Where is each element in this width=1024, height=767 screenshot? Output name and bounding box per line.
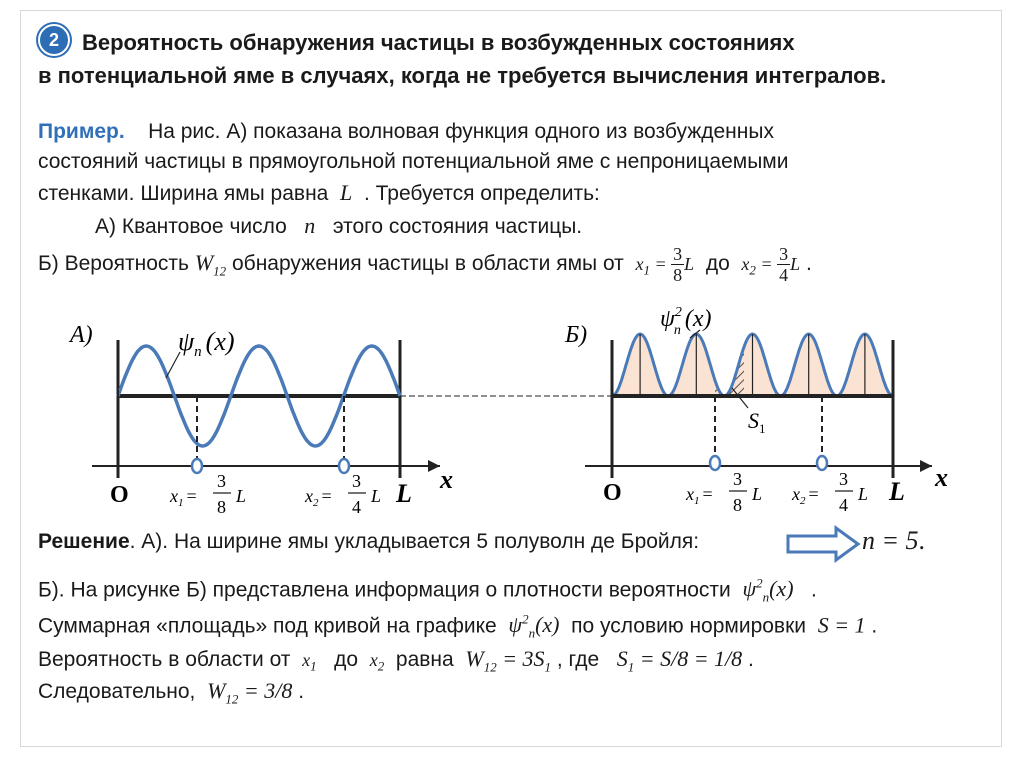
figure-a-psi-label: $\psi_n$ (x) <box>178 327 235 360</box>
solution-b-text-3c: равна <box>395 648 454 671</box>
question-b-text: Б) Вероятность <box>38 252 189 276</box>
figure-b-x-axis-label: x <box>935 463 948 492</box>
solution-x2-symbol: $x_2$ <box>369 650 385 674</box>
figure-a-x1-marker <box>192 459 202 473</box>
normalization-equation: S = 1 <box>817 612 866 638</box>
svg-text:L: L <box>371 486 382 506</box>
svg-text:L: L <box>236 486 247 506</box>
figure-a-x2-annotation <box>304 471 381 517</box>
solution-b-text-1: Б). На рисунке Б) представлена информация о плотности вероятности <box>38 578 731 602</box>
example-text-2: состояний частицы в прямоугольной потенциальной яме с непроницаемыми <box>38 150 789 173</box>
figure-a-L-label: L <box>396 479 412 508</box>
slide-number-badge: 2 <box>38 24 70 56</box>
figure-b-x1-marker <box>710 456 720 470</box>
solution-n-result: n = 5. <box>862 526 926 555</box>
solution-x1-symbol: $x_1$ <box>302 650 317 674</box>
svg-text:3: 3 <box>733 469 742 489</box>
example-text-3a: стенками. Ширина ямы равна <box>38 182 329 205</box>
w12-equation: $W_{12} = 3S_1$ <box>465 646 552 675</box>
solution-b-text-3d: , где <box>556 648 600 671</box>
svg-text:4: 4 <box>352 497 361 517</box>
solution-a-text: . А). На ширине ямы укладывается 5 полуволн де Бройля: <box>129 530 700 553</box>
x2-definition: $x_2$ = <box>741 254 778 278</box>
svg-text:x2=: $x_2$ = <box>305 486 332 509</box>
figure-b-origin-label: O <box>603 480 622 506</box>
solution-b-text-4: Следовательно, <box>38 680 196 703</box>
svg-text:x1=: $x_1$ = <box>170 486 197 509</box>
svg-text:x1=: $x_1$ = <box>686 484 713 507</box>
solution-label: Решение <box>38 530 130 553</box>
figure-a-origin-label: O <box>110 482 129 508</box>
solution-arrow-icon <box>784 524 864 564</box>
figure-b-L-label: L <box>889 477 905 506</box>
figure-b-x2-marker <box>817 456 827 470</box>
solution-b-line-4: Следовательно, $W_{12} = 3/8$ . <box>38 678 305 707</box>
svg-text:8: 8 <box>733 495 742 515</box>
solution-b-line-1: Б). На рисунке Б) представлена информация о плотности вероятности $\psi^2_n(x)$ . <box>38 576 817 605</box>
svg-text:3: 3 <box>352 471 361 491</box>
figure-a-x-axis-label: x <box>440 465 453 494</box>
x2-fraction: $\frac{3}{4}$ <box>779 244 789 285</box>
example-line-3 <box>38 180 600 206</box>
svg-text:L: L <box>752 484 763 504</box>
title-line-2: в потенциальной яме в случаях, когда не требуется вычисления интегралов. <box>38 63 887 88</box>
example-label: Пример. <box>38 120 125 143</box>
solution-b-text-3b: до <box>334 648 359 671</box>
question-a-text-2: этого состояния частицы. <box>332 215 583 238</box>
svg-text:8: 8 <box>217 497 226 517</box>
probability-symbol: $W_{12}$ <box>194 250 227 279</box>
question-b-text-3: до <box>705 252 730 276</box>
figure-b-label: Б) <box>565 322 588 348</box>
question-b: Б) Вероятность $W_{12}$ обнаружения частицы в области ямы от $x_1$ = $\frac{3}{8}$ L до $x_2$ = $\frac{3}{4}$ L . <box>38 244 812 285</box>
solution-b-text-2a: Суммарная «площадь» под кривой на графике <box>38 614 497 638</box>
example-text-3b: . Требуется определить: <box>363 182 600 205</box>
title-line-1: Вероятность обнаружения частицы в возбужденных состояниях <box>82 30 795 55</box>
svg-text:3: 3 <box>217 471 226 491</box>
question-b-text-2: обнаружения частицы в области ямы от <box>232 252 624 276</box>
figure-a-axis-arrow <box>428 460 440 472</box>
solution-b-line-3: Вероятность в области от $x_1$ до $x_2$ равна $W_{12} = 3S_1$ , где $S_1 = S/8 = 1/8$ . <box>38 646 754 675</box>
example-line-1 <box>38 120 774 144</box>
figure-b-x1-annotation <box>685 469 762 515</box>
solution-b-text-3a: Вероятность в области от <box>38 648 291 671</box>
figure-a-x1-annotation <box>169 471 246 517</box>
quantum-number-symbol: n <box>304 213 316 238</box>
solution-b-line-2: Суммарная «площадь» под кривой на графике $\psi^2_n(x)$ по условию нормировки S = 1 . <box>38 612 878 641</box>
figure-a-label: А) <box>70 322 93 348</box>
x1-fraction: $\frac{3}{8}$ <box>673 244 683 285</box>
example-text-1: На рис. А) показана волновая функция одного из возбужденных <box>148 120 774 143</box>
figure-b-axis-arrow <box>920 460 932 472</box>
question-a-text: А) Квантовое число <box>95 215 287 238</box>
figure-b-x2-annotation <box>791 469 868 515</box>
solution-b-psi-squared-1: $\psi^2_n(x)$ <box>742 576 794 605</box>
figure-a-x2-marker <box>339 459 349 473</box>
solution-b-psi-squared-2: $\psi^2_n(x)$ <box>508 612 560 641</box>
well-width-symbol: L <box>340 180 353 205</box>
figures <box>0 300 1024 530</box>
figure-b-s1-label: $S_1$ <box>748 408 766 436</box>
final-answer: $W_{12} = 3/8$ <box>207 678 293 707</box>
question-a <box>95 213 582 239</box>
solution-a-line <box>38 530 699 554</box>
solution-b-text-2b: по условию нормировки <box>571 614 807 638</box>
x1-definition: $x_1$ = <box>635 254 672 278</box>
s1-equation: $S_1 = S/8 = 1/8$ <box>616 646 743 675</box>
figure-b-psi-label: $\psi^2$ n (x) <box>660 305 712 338</box>
svg-text:4: 4 <box>839 495 848 515</box>
svg-text:x2=: $x_2$ = <box>792 484 819 507</box>
svg-text:L: L <box>858 484 869 504</box>
svg-text:3: 3 <box>839 469 848 489</box>
